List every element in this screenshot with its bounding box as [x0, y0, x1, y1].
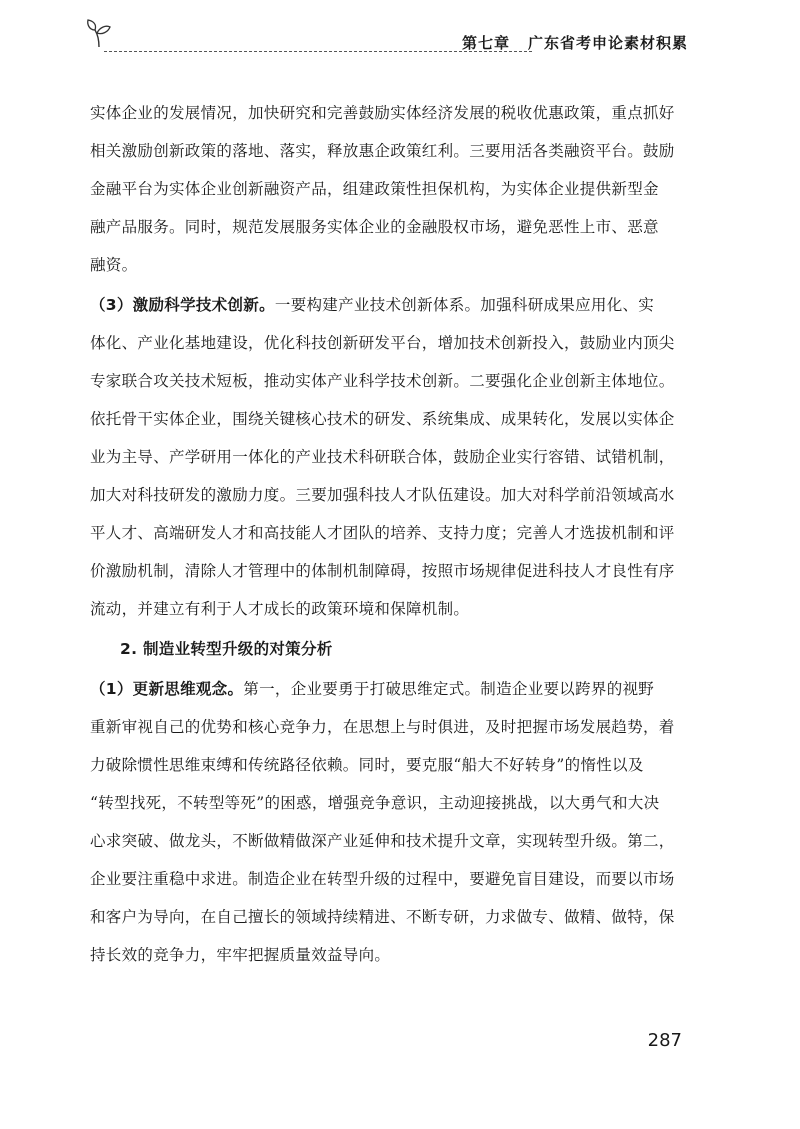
text-line: 融产品服务。同时，规范发展服务实体企业的金融股权市场，避免恶性上市、恶意 — [90, 218, 659, 236]
text-line: 相关激励创新政策的落地、落实，释放惠企政策红利。三要用活各类融资平台。鼓励 — [90, 142, 675, 160]
text-line: 平人才、高端研发人才和高技能人才团队的培养、支持力度；完善人才选拔机制和评 — [90, 524, 675, 542]
sprout-icon — [86, 18, 112, 48]
section-heading: 2. 制造业转型升级的对策分析 — [120, 640, 333, 658]
text-line: 流动，并建立有利于人才成长的政策环境和保障机制。 — [90, 600, 470, 618]
text-line — [90, 286, 688, 324]
paragraph — [90, 670, 688, 974]
text-line: 企业要注重稳中求进。制造企业在转型升级的过程中，要避免盲目建设，而要以市场 — [90, 870, 675, 888]
paragraph-lead: （3）激励科学技术创新。 — [90, 296, 275, 314]
text-line: 心求突破、做龙头，不断做精做深产业延伸和技术提升文章，实现转型升级。第二， — [90, 832, 675, 850]
text-line: 依托骨干实体企业，围绕关键核心技术的研发、系统集成、成果转化，发展以实体企 — [90, 410, 675, 428]
body-text — [90, 94, 688, 974]
text-line: 加大对科技研发的激励力度。三要加强科技人才队伍建设。加大对科学前沿领域高水 — [90, 486, 675, 504]
text-line: 重新审视自己的优势和核心竞争力，在思想上与时俱进，及时把握市场发展趋势，着 — [90, 718, 675, 736]
text-line: 实体企业的发展情况，加快研究和完善鼓励实体经济发展的税收优惠政策，重点抓好 — [90, 104, 675, 122]
paragraph — [90, 286, 688, 628]
text-line: 和客户为导向，在自己擅长的领域持续精进、不断专研，力求做专、做精、做特，保 — [90, 908, 675, 926]
text-line — [90, 670, 688, 708]
text-line: 业为主导、产学研用一体化的产业技术科研联合体，鼓励企业实行容错、试错机制， — [90, 448, 675, 466]
page-number: 287 — [647, 1030, 682, 1051]
book-title: 广东省考申论素材积累 — [527, 34, 688, 52]
paragraph-lead: （1）更新思维观念。 — [90, 680, 244, 698]
text-line: 价激励机制，清除人才管理中的体制机制障碍，按照市场规律促进科技人才良性有序 — [90, 562, 675, 580]
text-line: “转型找死，不转型等死”的困惑，增强竞争意识，主动迎接挑战，以大勇气和大决 — [90, 794, 660, 812]
text-line: 专家联合攻关技术短板，推动实体产业科学技术创新。二要强化企业创新主体地位。 — [90, 372, 675, 390]
text-line: 金融平台为实体企业创新融资产品，组建政策性担保机构，为实体企业提供新型金 — [90, 180, 659, 198]
text-line: 持长效的竞争力，牢牢把握质量效益导向。 — [90, 946, 391, 964]
paragraph-text: 第一，企业要勇于打破思维定式。制造企业要以跨界的视野 — [243, 680, 655, 698]
text-line: 体化、产业化基地建设，优化科技创新研发平台，增加技术创新投入，鼓励业内顶尖 — [90, 334, 675, 352]
chapter-label: 第七章 — [461, 34, 510, 52]
text-line: 力破除惯性思维束缚和传统路径依赖。同时，要克服“船大不好转身”的惰性以及 — [90, 756, 644, 774]
paragraph — [90, 94, 688, 284]
page-header — [86, 18, 688, 58]
running-title — [462, 32, 688, 53]
text-line: 融资。 — [90, 256, 138, 274]
paragraph-text: 一要构建产业技术创新体系。加强科研成果应用化、实 — [274, 296, 655, 314]
